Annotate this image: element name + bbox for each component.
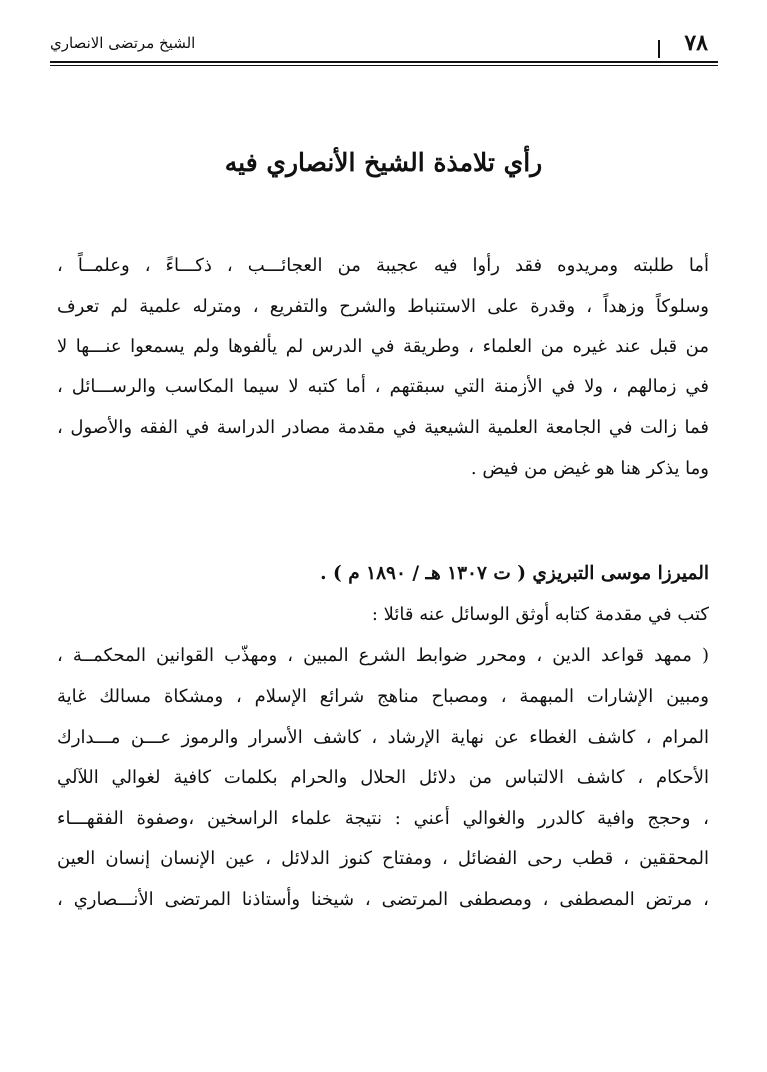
paragraph-line: وسلوكاً وزهداً ، وقدرة على الاستنباط والشرح والتفريع ، ومترله علمية لم تعرف (57, 296, 709, 317)
page-number-divider (658, 40, 660, 58)
paragraph-line: فما زالت في الجامعة العلمية الشيعية في مقدمة مصادر الدراسة في الفقه والأصول ، (57, 417, 709, 438)
quote-line: ( ممهد قواعد الدين ، ومحرر ضوابط الشرع المبين ، ومهذّب القوانين المحكمــة ، (57, 645, 709, 666)
quote-line: المرام ، كاشف الغطاء عن نهاية الإرشاد ، كاشف الأسرار والرموز عـــن مـــدارك (57, 727, 709, 748)
page-number: ٧٨ (684, 30, 708, 56)
person-heading: الميرزا موسى التبريزي ( ت ١٣٠٧ هـ / ١٨٩٠ م ) . (320, 563, 709, 584)
paragraph-line: أما طلبته ومريدوه فقد رأوا فيه عجيبة من العجائـــب ، ذكـــاءً ، وعلمــاً ، (57, 255, 709, 276)
header-rule-thin (50, 65, 718, 66)
running-header (50, 28, 718, 62)
quote-line: ومبين الإشارات المبهمة ، ومصباح مناهج شرائع الإسلام ، ومشكاة مسالك غاية (57, 686, 709, 707)
quote-line: ، مرتض المصطفى ، ومصطفى المرتضى ، شيخنا وأستاذنا المرتضى الأنـــصاري ، (57, 889, 709, 910)
quote-line: ، وحجج وافية كالدرر والغوالي أعني : نتيجة علماء الراسخين ،وصفوة الفقهـــاء (57, 808, 709, 829)
paragraph-line: في زمالهم ، ولا في الأزمنة التي سبقتهم ، أما كتبه لا سيما المكاسب والرســـائل ، (57, 376, 709, 397)
running-title: الشيخ مرتضى الانصاري (50, 34, 196, 52)
header-rule-thick (50, 61, 718, 63)
intro-line: كتب في مقدمة كتابه أوثق الوسائل عنه قائلا : (371, 604, 709, 625)
quote-line: الأحكام ، كاشف الالتباس من دلائل الحلال والحرام بكلمات كافية لغوالي اللآلي (57, 767, 709, 788)
paragraph-line: من قبل عند غيره من العلماء ، وطريقة في الدرس لم يألفوها ولم يسمعوا عنـــها لا (57, 336, 709, 357)
paragraph-line: وما يذكر هنا هو غيض من فيض . (470, 458, 709, 479)
section-title: رأي تلامذة الشيخ الأنصاري فيه (224, 148, 543, 177)
quote-line: المحققين ، قطب رحى الفضائل ، ومفتاح كنوز الدلائل ، عين الإنسان إنسان العين (57, 848, 709, 869)
